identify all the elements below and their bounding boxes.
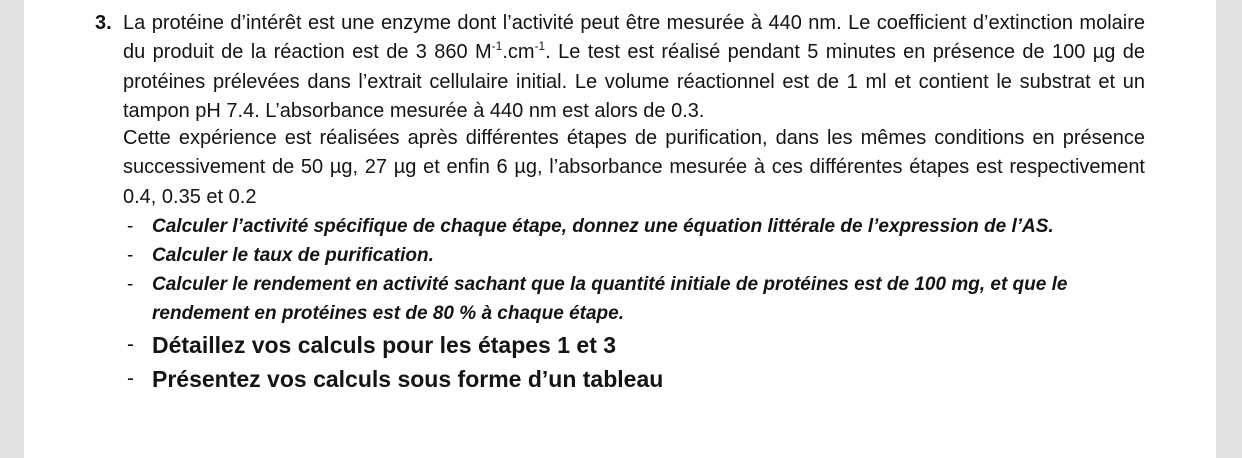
right-margin — [1216, 0, 1242, 458]
task-text: Calculer le taux de purification. — [152, 245, 434, 266]
task-item — [123, 270, 1153, 328]
task-item — [123, 362, 1153, 396]
task-text: Détaillez vos calculs pour les étapes 1 et 3 — [152, 332, 617, 358]
bullet-dash: - — [127, 216, 134, 237]
exponent-molar: -1 — [491, 39, 503, 54]
bullet-dash: - — [127, 274, 134, 295]
statement-text-1: La protéine d’intérêt est une enzyme dont l’activité peut être mesurée à 440 nm. Le coefficient d’extinction molaire du produit de la réaction est de 3 860 M — [123, 12, 1145, 64]
bullet-dash: - — [127, 367, 134, 390]
task-item — [123, 328, 1153, 362]
bullet-dash: - — [127, 333, 134, 356]
unit-cm: .cm — [502, 41, 535, 64]
problem-statement — [123, 9, 1145, 126]
task-item — [123, 212, 1153, 241]
task-item — [123, 241, 1153, 270]
question-number: 3. — [95, 12, 112, 34]
task-text: Calculer le rendement en activité sachant que la quantité initiale de protéines est de 100 mg, et que le rendement en protéines est de 80 % à chaque étape. — [152, 274, 1068, 324]
left-margin — [0, 0, 24, 458]
bullet-dash: - — [127, 245, 134, 266]
purification-statement: Cette expérience est réalisées après différentes étapes de purification, dans les mêmes conditions en présence successivement de 50 µg, 27 µg et enfin 6 µg, l’absorbance mesurée à ces différentes étapes est respectivement 0.4, 0.35 et 0.2 — [123, 127, 1145, 208]
statement-text-2: . Le test est réalisé pendant 5 minutes en présence de 100 µg de protéines prélevées dans l’extrait cellulaire initial. Le volume réactionnel est de 1 ml et contient le substrat et un tampon pH 7.4. L’absorbance mesurée à 440 nm est alors de 0.3. — [123, 41, 1145, 122]
task-text: Calculer l’activité spécifique de chaque étape, donnez une équation littérale de l’expression de l’AS. — [152, 216, 1054, 237]
task-list — [123, 212, 1153, 396]
task-text: Présentez vos calculs sous forme d’un tableau — [152, 366, 664, 392]
exponent-cm: -1 — [534, 39, 546, 54]
